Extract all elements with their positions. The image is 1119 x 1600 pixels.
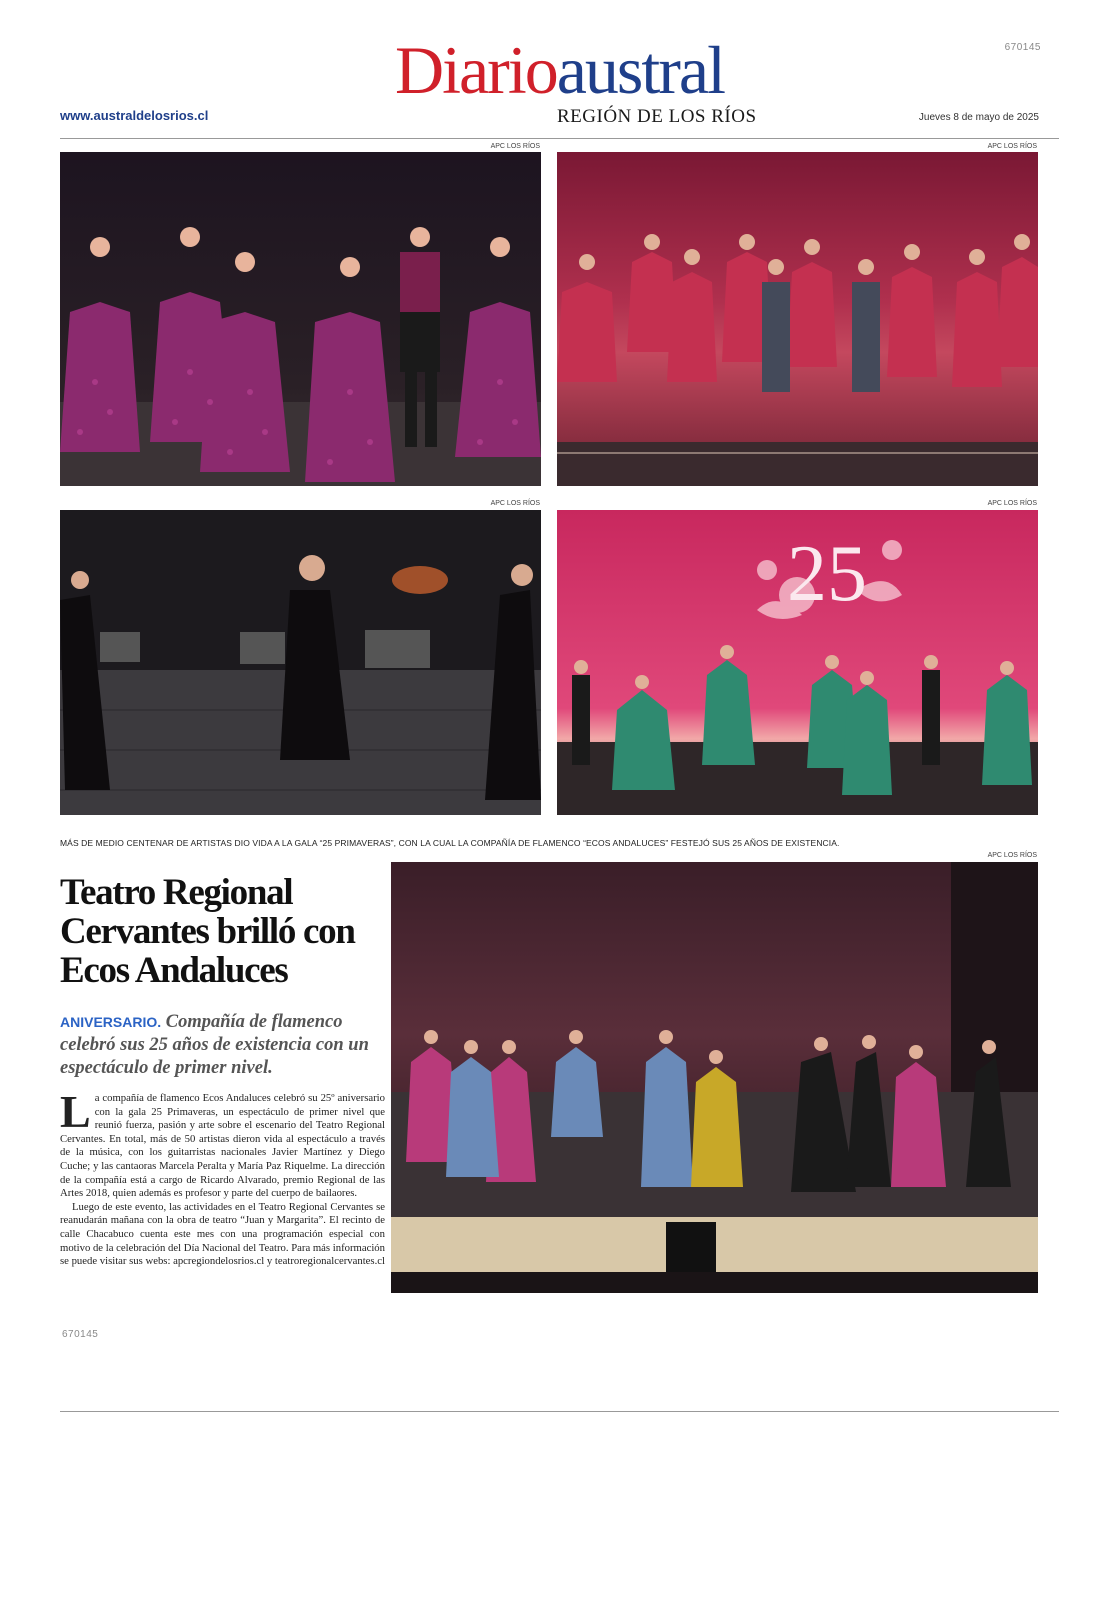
article-subhead <box>60 1011 390 1080</box>
newspaper-logo[interactable] <box>395 32 724 108</box>
site-url-link[interactable]: www.australdelosrios.cl <box>60 108 209 123</box>
photo-credit: APC LOS RÍOS <box>987 852 1037 859</box>
photo-full-cast[interactable] <box>391 862 1038 1293</box>
header-divider <box>60 138 1059 139</box>
photo-black-coats[interactable] <box>60 510 541 815</box>
region-label: REGIÓN DE LOS RÍOS <box>557 106 757 127</box>
photo-ensemble-red[interactable] <box>557 152 1038 486</box>
photo-credit: APC LOS RÍOS <box>490 500 540 507</box>
photo-credit: APC LOS RÍOS <box>490 143 540 150</box>
article-body <box>60 1086 385 1269</box>
photo-credit: APC LOS RÍOS <box>987 143 1037 150</box>
photo-caption: MÁS DE MEDIO CENTENAR DE ARTISTAS DIO VIDA A LA GALA “25 PRIMAVERAS”, CON LA CUAL LA COMPAÑÍA DE FLAMENCO “ECOS ANDALUCES” FESTEJÓ SUS 25 AÑOS DE EXISTENCIA. <box>60 838 840 848</box>
photo-dancers-polka[interactable] <box>60 152 541 486</box>
photo-credit: APC LOS RÍOS <box>987 500 1037 507</box>
paragraph-1 <box>60 1086 385 1201</box>
page-id-bottom: 670145 <box>62 1329 99 1340</box>
subhead-text: Compañía de flamenco celebró sus 25 años de existencia con un espectáculo de primer nivel. <box>60 1012 369 1078</box>
kicker-label: ANIVERSARIO. <box>60 1014 162 1030</box>
page-id-top: 670145 <box>1004 42 1041 53</box>
edition-date: Jueves 8 de mayo de 2025 <box>918 112 1039 123</box>
footer-divider <box>60 1411 1059 1412</box>
dropcap: L <box>60 1086 91 1137</box>
backdrop-number: 25 <box>787 530 867 618</box>
article-headline: Teatro Regional Cervantes brilló con Ecos Andaluces <box>60 872 355 991</box>
masthead <box>0 32 1119 108</box>
paragraph-2: Luego de este evento, las actividades en el Teatro Regional Cervantes se reanudarán mañana con la obra de teatro “Juan y Margarita”. El recinto de calle Chacabuco cuenta este mes con una programación especial con motivo de la celebración del Día Nacional del Teatro. Para más información se puede visitar sus webs: apcregiondelosrios.cl y teatroregionalcervantes.cl <box>60 1200 385 1268</box>
photo-pink-backdrop[interactable] <box>557 510 1038 815</box>
logo-austral: austral <box>556 32 724 108</box>
logo-diario: Diario <box>395 32 557 108</box>
paragraph-1-text: a compañía de flamenco Ecos Andaluces celebró su 25º aniversario con la gala 25 Primaveras, un espectáculo de primer nivel que reunió fuerza, pasión y arte sobre el escenario del Teatro Regional Cervantes. En total, más de 50 artistas dieron vida al espectáculo a través de la música, con los guitarristas nacionales Javier Martínez y Diego Cuche; y las cantaoras Marcela Peralta y María Paz Riquelme. La dirección de la compañía está a cargo de Ricardo Alvarado, premio Regional de las Artes 2018, quien además es profesor y parte del cuerpo de bailaores. <box>60 1092 385 1200</box>
